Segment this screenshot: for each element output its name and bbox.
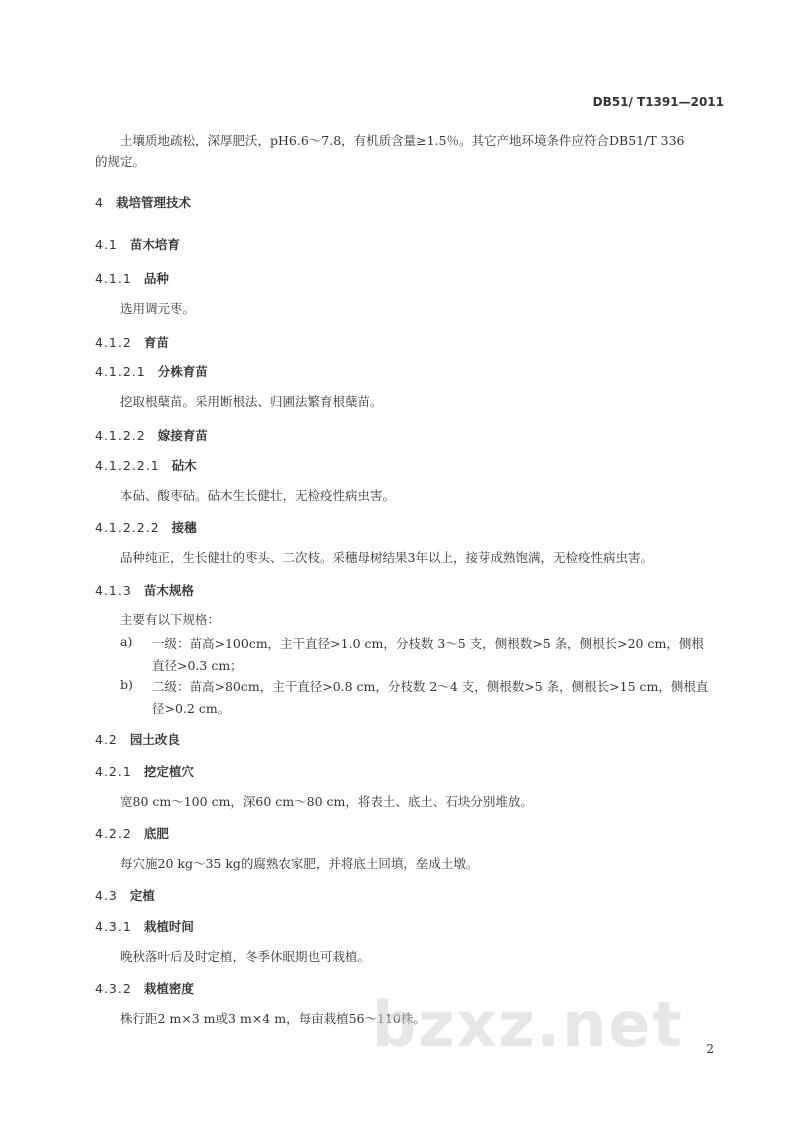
heading-4-1	[95, 235, 180, 253]
heading-title: 育苗	[143, 335, 169, 350]
heading-title: 栽植密度	[143, 981, 194, 996]
heading-number: 4.1.2	[95, 335, 132, 350]
heading-number: 4.1.3	[95, 583, 132, 598]
list-item-line: 径>0.2 cm。	[152, 701, 231, 716]
heading-title: 品种	[143, 271, 169, 286]
heading-number: 4.1.2.2.1	[95, 458, 160, 473]
heading-4-3-1	[95, 917, 194, 935]
intro-line-1: 土壤质地疏松，深厚肥沃，pH6.6～7.8，有机质含量≥1.5％。其它产地环境条件应符合DB51/T 336	[120, 133, 685, 148]
paragraph-4-1-1: 选用调元枣。	[120, 301, 196, 316]
list-item-line: 二级：苗高>80cm，主干直径>0.8 cm，分枝数 2～4 支，侧根数>5 条，侧根长>15 cm，侧根直	[152, 679, 709, 694]
intro-line-2: 的规定。	[95, 154, 146, 169]
heading-title: 接穗	[171, 520, 197, 535]
heading-number: 4.3	[95, 888, 118, 903]
heading-title: 园土改良	[129, 732, 180, 747]
heading-4-2-2	[95, 824, 169, 842]
heading-title: 栽植时间	[143, 919, 194, 934]
list-item-line: 一级：苗高>100cm，主干直径>1.0 cm，分枝数 3～5 支，侧根数>5 条，侧根长>20 cm，侧根	[152, 636, 704, 651]
heading-number: 4.2.1	[95, 764, 132, 779]
heading-title: 苗木规格	[143, 583, 194, 598]
watermark: bzxz.net	[372, 988, 684, 1061]
heading-4-1-2-2-1	[95, 456, 197, 474]
heading-number: 4.1.1	[95, 271, 132, 286]
paragraph-4-1-2-2-2: 品种纯正，生长健壮的枣头、二次枝。采穗母树结果3年以上，接芽成熟饱满，无检疫性病虫害。	[120, 550, 653, 565]
heading-number: 4.1	[95, 237, 118, 252]
heading-number: 4.1.2.1	[95, 364, 146, 379]
heading-4-1-1	[95, 269, 169, 287]
heading-title: 底肥	[143, 826, 169, 841]
list-item-line: 直径>0.3 cm；	[152, 658, 243, 673]
heading-number: 4.1.2.2	[95, 428, 146, 443]
heading-number: 4.2	[95, 732, 118, 747]
heading-4-1-2	[95, 333, 169, 351]
heading-number: 4.1.2.2.2	[95, 520, 160, 535]
paragraph-4-1-2-2-1: 本砧、酸枣砧。砧木生长健壮，无检疫性病虫害。	[120, 488, 396, 503]
heading-4-2-1	[95, 762, 194, 780]
heading-number: 4.2.2	[95, 826, 132, 841]
heading-title: 嫁接育苗	[157, 428, 208, 443]
heading-4-1-2-2-2	[95, 518, 197, 536]
heading-number: 4.3.1	[95, 919, 132, 934]
page-number: 2	[706, 1042, 714, 1056]
heading-4-3-2	[95, 979, 194, 997]
paragraph-4-3-2: 株行距2 m×3 m或3 m×4 m，每亩栽植56～110株。	[120, 1011, 426, 1026]
paragraph-4-1-2-1: 挖取根蘖苗。采用断根法、归圃法繁育根蘖苗。	[120, 394, 383, 409]
heading-title: 苗木培育	[129, 237, 180, 252]
heading-number: 4	[95, 195, 104, 210]
paragraph-4-1-3: 主要有以下规格：	[120, 612, 221, 627]
paragraph-4-2-2: 每穴施20 kg～35 kg的腐熟农家肥，并将底土回填，垒成土墩。	[120, 856, 479, 871]
heading-4-1-2-2	[95, 426, 208, 444]
list-item-label: a)	[120, 634, 133, 649]
heading-title: 定植	[129, 888, 155, 903]
heading-4-1-2-1	[95, 362, 208, 380]
heading-4-2	[95, 730, 180, 748]
heading-4-1-3	[95, 581, 194, 599]
heading-number: 4.3.2	[95, 981, 132, 996]
list-item-label: b)	[120, 677, 133, 692]
heading-title: 挖定植穴	[143, 764, 194, 779]
heading-title: 砧木	[171, 458, 197, 473]
heading-title: 分株育苗	[157, 364, 208, 379]
paragraph-4-2-1: 宽80 cm～100 cm，深60 cm～80 cm，将表土、底土、石块分别堆放。	[120, 794, 533, 809]
heading-title: 栽培管理技术	[115, 195, 191, 210]
paragraph-4-3-1: 晚秋落叶后及时定植，冬季休眠期也可栽植。	[120, 949, 371, 964]
standard-number-header: DB51/ T1391—2011	[592, 95, 724, 109]
heading-4	[95, 193, 191, 211]
heading-4-3	[95, 886, 155, 904]
